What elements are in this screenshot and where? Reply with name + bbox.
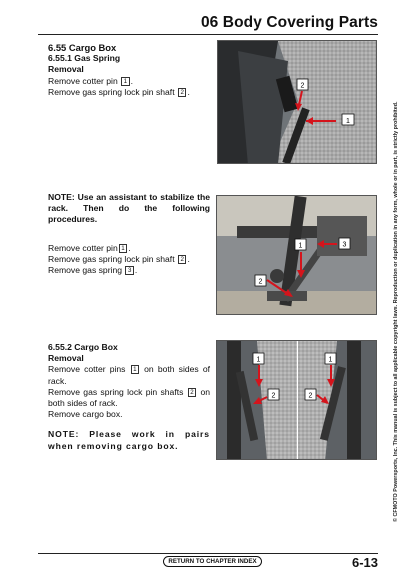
callout-number: 1 [328,356,333,364]
note-text: NOTE: Use an assistant to stabilize the rack. Then do the following procedures. [48,192,210,225]
callout-number: 2 [308,392,313,400]
section-title: 6.55 Cargo Box [48,42,117,53]
step-remove-cargo-box: Remove cargo box. [48,409,123,420]
removal-heading: Removal [48,64,84,75]
note-text: NOTE: Please work in pairs when removing cargo box. [48,429,210,451]
callout-number: 1 [256,356,261,364]
callout-number: 1 [346,118,350,125]
step-remove-lock-pin-shafts: Remove gas spring lock pin shafts 2 on both sides of rack. [48,386,210,409]
gas-spring-photo [217,40,377,164]
copyright-notice: © CFMOTO Powersports, Inc. This manual is subject to all applicable copyright laws. Reproduction or duplication in any form, whole or in part, is strictly prohibited. [393,101,399,522]
callout-number: 2 [300,82,305,90]
chapter-title: 06 Body Covering Parts [200,14,378,31]
callout-number: 1 [298,242,303,250]
gas-spring-steps-block [48,192,210,276]
removal-heading: Removal [48,353,84,364]
gas-spring-removal-block [48,42,208,98]
step-remove-lock-pin-shaft: Remove gas spring lock pin shaft 2 . [48,86,190,97]
step-remove-cotter-pin-2: Remove cotter pin 1 . [48,242,131,253]
callout-number: 2 [271,392,276,400]
subsection-title: 6.55.2 Cargo Box [48,342,118,352]
callout-number: 1 [131,365,139,374]
callout-number: 3 [125,266,133,275]
subsection-title: 6.55.1 Gas Spring [48,53,121,64]
step-remove-gas-spring: Remove gas spring 3 . [48,265,138,276]
step-remove-lock-pin-shaft-2: Remove gas spring lock pin shaft 2 . [48,253,190,264]
callout-number: 1 [121,77,129,86]
step-remove-cotter-pin: Remove cotter pin 1 . [48,75,133,86]
return-to-chapter-index-button[interactable]: RETURN TO CHAPTER INDEX [163,556,262,567]
step-remove-cotter-pins: Remove cotter pins 1 on both sides of rack. [48,364,210,386]
gas-spring-detail-photo [216,195,377,315]
footer-divider [38,553,378,554]
header-divider [38,34,378,35]
callout-number: 2 [258,278,263,286]
callout-number: 2 [178,255,186,264]
page-number: 6-13 [351,555,378,570]
cargo-box-removal-block [48,342,210,452]
callout-number: 1 [119,244,127,253]
cargo-box-photo [216,340,377,460]
callout-number: 2 [178,88,186,97]
callout-number: 2 [188,388,196,397]
callout-number: 3 [342,241,347,249]
